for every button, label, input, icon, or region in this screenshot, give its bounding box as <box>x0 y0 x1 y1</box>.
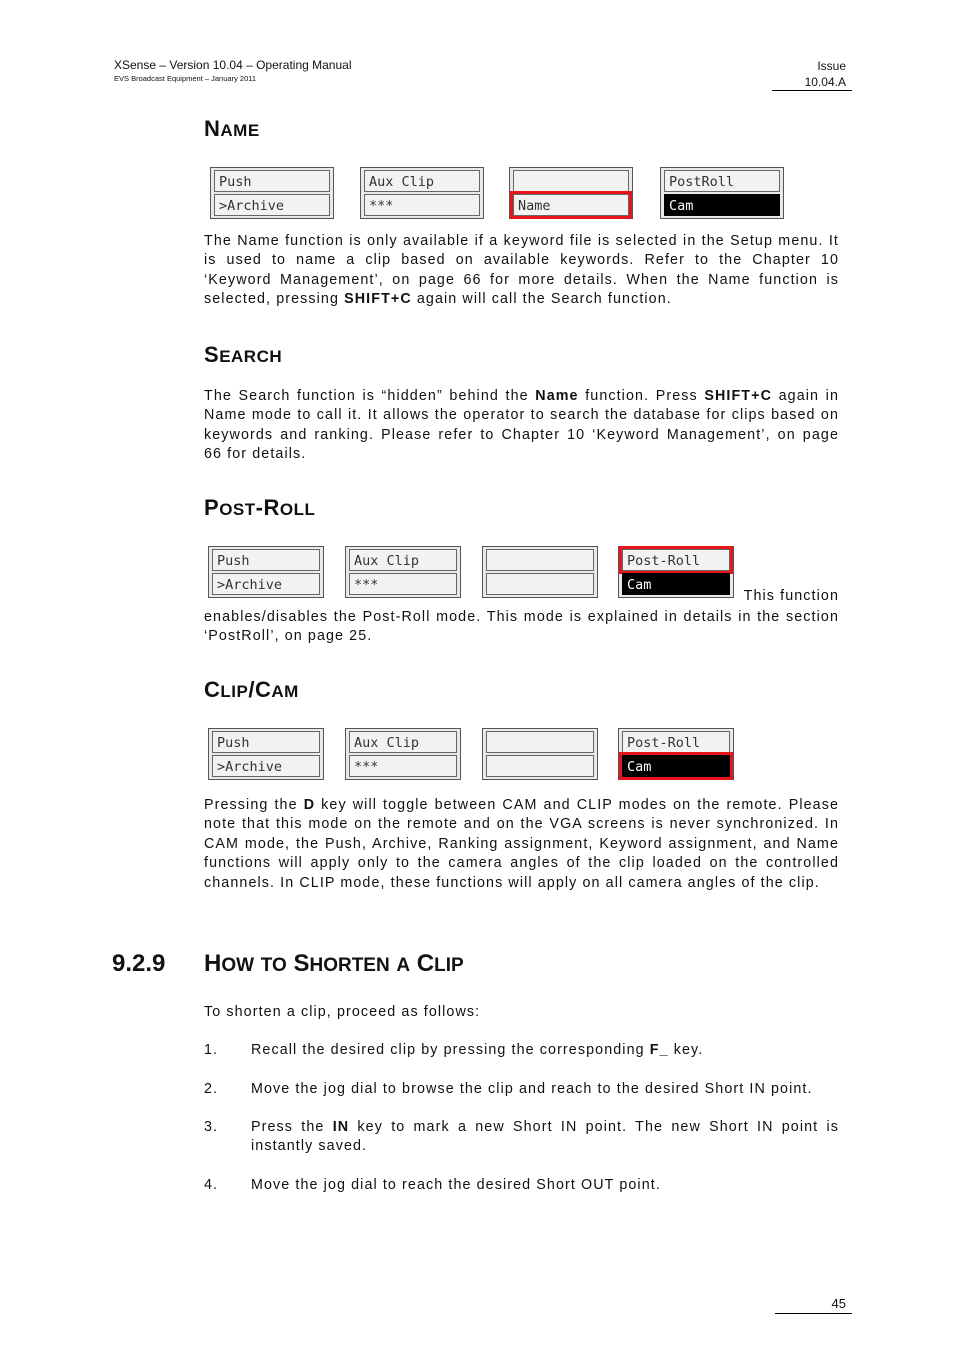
button-top-label <box>486 549 594 571</box>
postroll-inline-text: This function <box>743 588 839 604</box>
button-bottom-label: *** <box>349 755 457 777</box>
remote-button-aux-clip <box>345 546 461 598</box>
button-top-label: Post-Roll <box>622 731 730 753</box>
button-bottom-label: *** <box>349 573 457 595</box>
remote-button-push <box>208 546 324 598</box>
document-title: XSense – Version 10.04 – Operating Manual <box>114 58 352 72</box>
button-top-label: Push <box>212 731 320 753</box>
issue-number: 10.04.A <box>804 75 846 89</box>
remote-button-aux-clip <box>345 728 461 780</box>
button-bottom-label: >Archive <box>214 194 330 216</box>
remote-button-empty <box>482 546 598 598</box>
button-bottom-label-highlighted: Cam <box>622 755 730 777</box>
button-bottom-label-active: Cam <box>622 573 730 595</box>
remote-button-name <box>509 167 633 219</box>
remote-button-postroll <box>660 167 784 219</box>
remote-button-empty <box>482 728 598 780</box>
remote-button-postroll <box>618 728 734 780</box>
heading-post-roll: POST-ROLL <box>204 495 316 520</box>
button-top-label: Aux Clip <box>349 549 457 571</box>
button-top-label: Aux Clip <box>349 731 457 753</box>
button-bottom-label: >Archive <box>212 755 320 777</box>
issue-block <box>805 58 846 90</box>
postroll-paragraph: enables/disables the Post-Roll mode. This mode is explained in details in the section ‘PostRoll’, on page 25. <box>204 609 839 645</box>
chapter-heading: 9.2.9 HOW TO SHORTEN A CLIP <box>112 950 464 977</box>
heading-clip-cam: CLIP/CAM <box>204 677 299 702</box>
button-bottom-label-active: Cam <box>664 194 780 216</box>
chapter-number: 9.2.9 <box>112 950 166 977</box>
button-top-label <box>513 170 629 192</box>
remote-button-aux-clip <box>360 167 484 219</box>
footer-rule <box>775 1313 852 1314</box>
button-top-label: Aux Clip <box>364 170 480 192</box>
page-header <box>114 58 352 83</box>
remote-button-postroll <box>618 546 734 598</box>
button-top-label <box>486 731 594 753</box>
clipcam-paragraph: Pressing the D key will toggle between CAM and CLIP modes on the remote. Please note that this mode on the remote and on the VGA screens is never synchronized. In CAM mode, the Push, Archive, Ranking assignment, Keyword assignment, and Name functions will apply only to the camera angles of the clip loaded on the controlled channels. In CLIP mode, these functions will apply on all camera angles of the clip. <box>204 797 840 891</box>
button-bottom-label <box>486 755 594 777</box>
search-paragraph: The Search function is “hidden” behind the Name function. Press SHIFT+C again in Name mode to call it. It allows the operator to search the database for clips based on keywords and ranking. Please refer to Chapter 10 ‘Keyword Management’, on page 66 for details. <box>204 388 839 463</box>
document-subtitle: EVS Broadcast Equipment – January 2011 <box>114 74 257 83</box>
button-top-label: Push <box>214 170 330 192</box>
issue-label: Issue <box>817 59 846 73</box>
button-top-label: PostRoll <box>664 170 780 192</box>
heading-name: NAME <box>204 116 260 141</box>
chapter-intro: To shorten a clip, proceed as follows: <box>204 1004 481 1020</box>
remote-button-push <box>210 167 334 219</box>
button-bottom-label: *** <box>364 194 480 216</box>
button-top-label-highlighted: Post-Roll <box>622 549 730 571</box>
page-number: 45 <box>831 1296 846 1311</box>
name-paragraph: The Name function is only available if a keyword file is selected in the Setup menu. It is used to name a clip based on available keywords. Refer to the Chapter 10 ‘Keyword Management’, on page 66 for more details. When the Name function is selected, pressing SHIFT+C again will call the Search function. <box>204 233 839 308</box>
button-bottom-label: >Archive <box>212 573 320 595</box>
header-rule <box>772 90 852 91</box>
button-bottom-label-highlighted: Name <box>513 194 629 216</box>
button-bottom-label <box>486 573 594 595</box>
button-top-label: Push <box>212 549 320 571</box>
remote-button-push <box>208 728 324 780</box>
heading-search: SEARCH <box>204 342 283 367</box>
